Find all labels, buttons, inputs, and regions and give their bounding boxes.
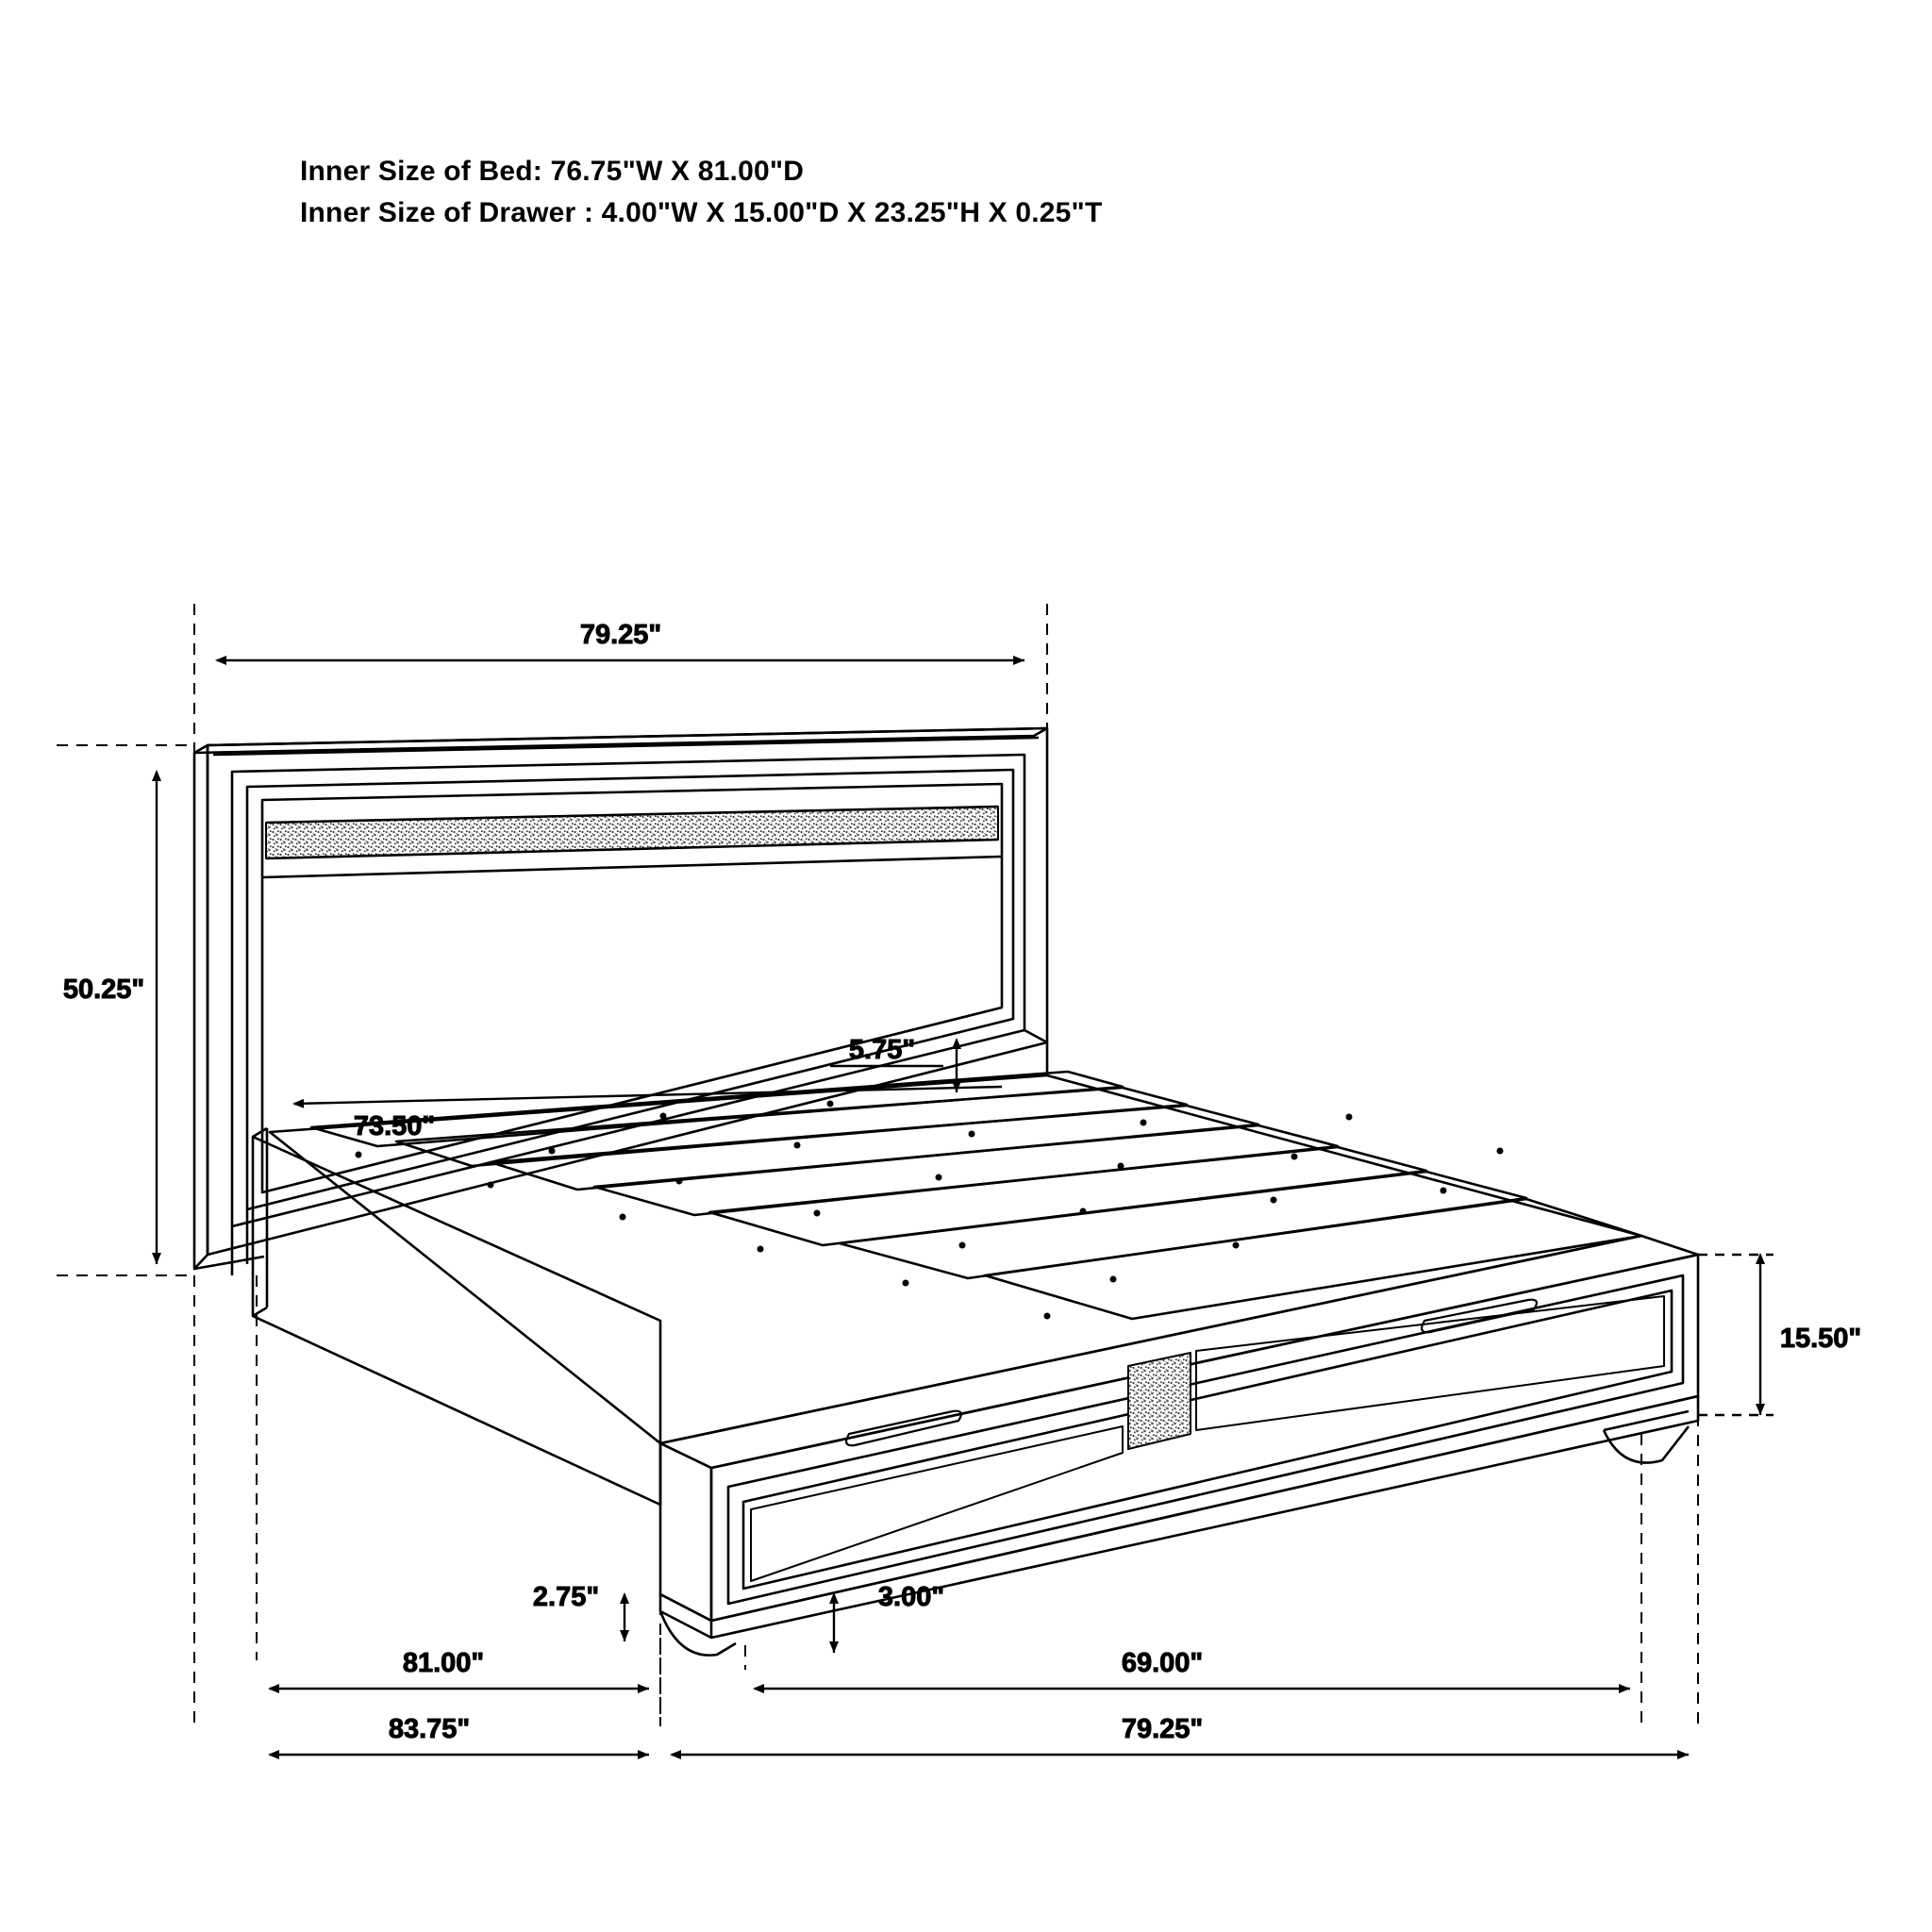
dim-label-73-50: 73.50" (353, 1111, 436, 1141)
left-side-rail (253, 1128, 660, 1505)
dim-label-5-75: 5.75" (848, 1035, 916, 1065)
dim-footboard-height (1698, 1255, 1774, 1415)
dim-label-3-00: 3.00" (877, 1582, 945, 1612)
footboard (660, 1236, 1698, 1656)
leader-73-50 (294, 1087, 1002, 1104)
dim-label-69-00: 69.00" (1121, 1648, 1204, 1678)
dim-headboard-panel-width (294, 1087, 1002, 1104)
dim-label-2-75: 2.75" (532, 1582, 600, 1612)
dim-label-15-50: 15.50" (1779, 1324, 1862, 1354)
dim-label-81-00: 81.00" (402, 1648, 485, 1678)
dim-label-83-75: 83.75" (388, 1714, 471, 1744)
dim-label-79-25-bottom: 79.25" (1121, 1714, 1204, 1744)
dim-label-50-25: 50.25" (62, 974, 145, 1005)
bed-outline (194, 728, 1698, 1656)
slat-platform (270, 1072, 1641, 1443)
dim-label-79-25-top: 79.25" (579, 620, 662, 650)
inner-size-drawer-note: Inner Size of Drawer : 4.00"W X 15.00"D X 23.25"H X 0.25"T (300, 196, 1103, 228)
inner-size-bed-note: Inner Size of Bed: 76.75"W X 81.00"D (300, 156, 805, 187)
